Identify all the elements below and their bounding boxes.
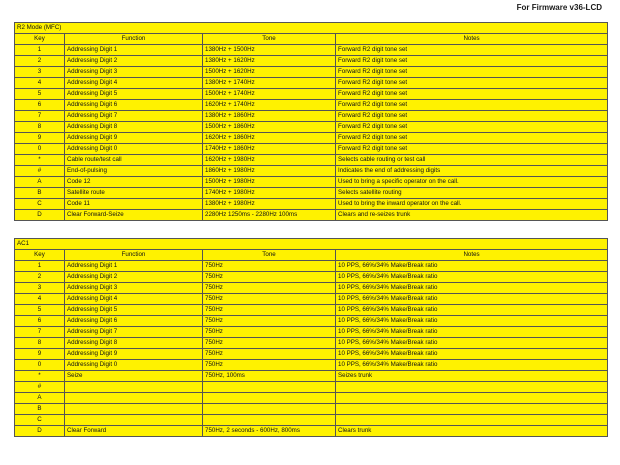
- table-row: [15, 382, 608, 393]
- cell-key: 7: [15, 111, 65, 122]
- cell-tone: 1860Hz + 1980Hz: [203, 166, 336, 177]
- cell-tone: 750Hz, 100ms: [203, 371, 336, 382]
- cell-tone: 2280Hz 1250ms - 2280Hz 100ms: [203, 210, 336, 221]
- cell-notes: 10 PPS, 66%/34% Make/Break ratio: [336, 316, 608, 327]
- cell-key: #: [15, 382, 65, 393]
- cell-tone: 750Hz: [203, 272, 336, 283]
- table-row: [15, 100, 608, 111]
- table-row: [15, 349, 608, 360]
- cell-notes: Clears trunk: [336, 426, 608, 437]
- cell-key: D: [15, 426, 65, 437]
- cell-function: Clear Forward-Seize: [65, 210, 203, 221]
- cell-tone: 1500Hz + 1980Hz: [203, 177, 336, 188]
- cell-notes: Forward R2 digit tone set: [336, 100, 608, 111]
- cell-key: 9: [15, 349, 65, 360]
- cell-key: 6: [15, 316, 65, 327]
- column-header-tone: Tone: [203, 250, 336, 261]
- cell-tone: 1380Hz + 1500Hz: [203, 45, 336, 56]
- cell-key: 2: [15, 272, 65, 283]
- cell-tone: 750Hz: [203, 360, 336, 371]
- table-row: [15, 338, 608, 349]
- cell-notes: Forward R2 digit tone set: [336, 122, 608, 133]
- table-row: [15, 261, 608, 272]
- cell-function: Satellite route: [65, 188, 203, 199]
- cell-tone: 1500Hz + 1740Hz: [203, 89, 336, 100]
- table-title-row: [15, 23, 608, 34]
- cell-tone: 750Hz: [203, 327, 336, 338]
- cell-key: 8: [15, 338, 65, 349]
- cell-tone: 750Hz: [203, 283, 336, 294]
- cell-function: Seize: [65, 371, 203, 382]
- cell-notes: Forward R2 digit tone set: [336, 133, 608, 144]
- cell-function: Code 11: [65, 199, 203, 210]
- section-title: R2 Mode (MFC): [15, 23, 608, 34]
- cell-notes: [336, 382, 608, 393]
- cell-tone: 750Hz: [203, 338, 336, 349]
- cell-function: Addressing Digit 6: [65, 316, 203, 327]
- table-row: [15, 67, 608, 78]
- cell-function: Addressing Digit 9: [65, 133, 203, 144]
- cell-function: Addressing Digit 0: [65, 360, 203, 371]
- table-row: [15, 166, 608, 177]
- cell-key: 0: [15, 144, 65, 155]
- column-header-function: Function: [65, 250, 203, 261]
- cell-notes: Forward R2 digit tone set: [336, 111, 608, 122]
- column-header-tone: Tone: [203, 34, 336, 45]
- cell-notes: Used to bring the inward operator on the call.: [336, 199, 608, 210]
- table-row: [15, 426, 608, 437]
- cell-function: [65, 393, 203, 404]
- cell-notes: Selects cable routing or test call: [336, 155, 608, 166]
- cell-key: 4: [15, 78, 65, 89]
- table-row: [15, 177, 608, 188]
- cell-tone: 1380Hz + 1860Hz: [203, 111, 336, 122]
- cell-notes: [336, 404, 608, 415]
- cell-notes: Indicates the end of addressing digits: [336, 166, 608, 177]
- cell-notes: Clears and re-seizes trunk: [336, 210, 608, 221]
- cell-notes: [336, 393, 608, 404]
- cell-notes: Forward R2 digit tone set: [336, 144, 608, 155]
- cell-function: Addressing Digit 1: [65, 261, 203, 272]
- cell-notes: Seizes trunk: [336, 371, 608, 382]
- cell-notes: 10 PPS, 66%/34% Make/Break ratio: [336, 338, 608, 349]
- cell-key: 5: [15, 89, 65, 100]
- cell-key: 3: [15, 283, 65, 294]
- column-header-notes: Notes: [336, 250, 608, 261]
- cell-key: C: [15, 415, 65, 426]
- cell-notes: 10 PPS, 66%/34% Make/Break ratio: [336, 261, 608, 272]
- cell-notes: Forward R2 digit tone set: [336, 56, 608, 67]
- cell-function: Addressing Digit 5: [65, 89, 203, 100]
- cell-function: Addressing Digit 7: [65, 111, 203, 122]
- table-row: [15, 144, 608, 155]
- cell-notes: Used to bring a specific operator on the call.: [336, 177, 608, 188]
- table-row: [15, 199, 608, 210]
- cell-tone: 1500Hz + 1620Hz: [203, 67, 336, 78]
- table-title-row: [15, 239, 608, 250]
- cell-key: 3: [15, 67, 65, 78]
- cell-function: [65, 404, 203, 415]
- cell-tone: 750Hz, 2 seconds - 600Hz, 800ms: [203, 426, 336, 437]
- cell-key: 9: [15, 133, 65, 144]
- cell-notes: 10 PPS, 66%/34% Make/Break ratio: [336, 349, 608, 360]
- cell-function: Clear Forward: [65, 426, 203, 437]
- cell-tone: 750Hz: [203, 305, 336, 316]
- table-row: [15, 122, 608, 133]
- cell-tone: 1380Hz + 1740Hz: [203, 78, 336, 89]
- table-row: [15, 111, 608, 122]
- r2-mode-table: [14, 22, 608, 221]
- cell-function: Addressing Digit 7: [65, 327, 203, 338]
- cell-key: 6: [15, 100, 65, 111]
- cell-key: 0: [15, 360, 65, 371]
- table-row: [15, 404, 608, 415]
- cell-tone: 750Hz: [203, 349, 336, 360]
- cell-tone: 1740Hz + 1860Hz: [203, 144, 336, 155]
- cell-function: Addressing Digit 9: [65, 349, 203, 360]
- cell-function: Addressing Digit 3: [65, 67, 203, 78]
- table-row: [15, 305, 608, 316]
- column-header-notes: Notes: [336, 34, 608, 45]
- cell-notes: Forward R2 digit tone set: [336, 89, 608, 100]
- cell-function: Addressing Digit 8: [65, 338, 203, 349]
- table-row: [15, 327, 608, 338]
- cell-notes: [336, 415, 608, 426]
- table-row: [15, 283, 608, 294]
- cell-key: *: [15, 371, 65, 382]
- column-header-function: Function: [65, 34, 203, 45]
- table-row: [15, 272, 608, 283]
- cell-key: B: [15, 188, 65, 199]
- cell-function: [65, 382, 203, 393]
- cell-key: #: [15, 166, 65, 177]
- cell-tone: [203, 382, 336, 393]
- cell-tone: 750Hz: [203, 294, 336, 305]
- cell-key: D: [15, 210, 65, 221]
- cell-function: Addressing Digit 5: [65, 305, 203, 316]
- cell-tone: 1620Hz + 1980Hz: [203, 155, 336, 166]
- cell-tone: [203, 393, 336, 404]
- table-row: [15, 415, 608, 426]
- table-header-row: [15, 250, 608, 261]
- column-header-key: Key: [15, 34, 65, 45]
- cell-function: Addressing Digit 6: [65, 100, 203, 111]
- cell-tone: [203, 415, 336, 426]
- cell-notes: 10 PPS, 66%/34% Make/Break ratio: [336, 327, 608, 338]
- cell-key: A: [15, 177, 65, 188]
- cell-key: 5: [15, 305, 65, 316]
- cell-tone: 1620Hz + 1740Hz: [203, 100, 336, 111]
- cell-key: A: [15, 393, 65, 404]
- table-row: [15, 155, 608, 166]
- cell-key: C: [15, 199, 65, 210]
- cell-function: Addressing Digit 4: [65, 78, 203, 89]
- cell-tone: 1380Hz + 1620Hz: [203, 56, 336, 67]
- section-title: AC1: [15, 239, 608, 250]
- cell-notes: Forward R2 digit tone set: [336, 45, 608, 56]
- table-row: [15, 56, 608, 67]
- cell-notes: 10 PPS, 66%/34% Make/Break ratio: [336, 283, 608, 294]
- cell-tone: 1740Hz + 1980Hz: [203, 188, 336, 199]
- cell-tone: 750Hz: [203, 261, 336, 272]
- cell-tone: 1500Hz + 1860Hz: [203, 122, 336, 133]
- cell-notes: 10 PPS, 66%/34% Make/Break ratio: [336, 305, 608, 316]
- table-row: [15, 294, 608, 305]
- cell-key: 8: [15, 122, 65, 133]
- cell-function: Addressing Digit 4: [65, 294, 203, 305]
- table-row: [15, 360, 608, 371]
- cell-function: Addressing Digit 8: [65, 122, 203, 133]
- cell-notes: Forward R2 digit tone set: [336, 78, 608, 89]
- ac1-table: [14, 238, 608, 437]
- cell-function: Addressing Digit 2: [65, 272, 203, 283]
- cell-function: Cable route/test call: [65, 155, 203, 166]
- table-row: [15, 133, 608, 144]
- table-row: [15, 371, 608, 382]
- cell-notes: Selects satellite routing: [336, 188, 608, 199]
- cell-key: B: [15, 404, 65, 415]
- table-row: [15, 393, 608, 404]
- cell-function: End-of-pulsing: [65, 166, 203, 177]
- table-row: [15, 78, 608, 89]
- cell-function: [65, 415, 203, 426]
- cell-function: Addressing Digit 1: [65, 45, 203, 56]
- column-header-key: Key: [15, 250, 65, 261]
- table-row: [15, 316, 608, 327]
- cell-notes: 10 PPS, 66%/34% Make/Break ratio: [336, 272, 608, 283]
- cell-tone: 1620Hz + 1860Hz: [203, 133, 336, 144]
- cell-key: *: [15, 155, 65, 166]
- cell-key: 1: [15, 261, 65, 272]
- cell-function: Addressing Digit 3: [65, 283, 203, 294]
- table-row: [15, 210, 608, 221]
- cell-tone: [203, 404, 336, 415]
- table-row: [15, 188, 608, 199]
- cell-function: Code 12: [65, 177, 203, 188]
- cell-tone: 750Hz: [203, 316, 336, 327]
- table-row: [15, 89, 608, 100]
- cell-function: Addressing Digit 2: [65, 56, 203, 67]
- firmware-note: For Firmware v36-LCD: [516, 3, 602, 12]
- cell-key: 7: [15, 327, 65, 338]
- cell-tone: 1380Hz + 1980Hz: [203, 199, 336, 210]
- cell-notes: Forward R2 digit tone set: [336, 67, 608, 78]
- cell-function: Addressing Digit 0: [65, 144, 203, 155]
- cell-notes: 10 PPS, 66%/34% Make/Break ratio: [336, 360, 608, 371]
- cell-key: 4: [15, 294, 65, 305]
- cell-key: 2: [15, 56, 65, 67]
- cell-key: 1: [15, 45, 65, 56]
- cell-notes: 10 PPS, 66%/34% Make/Break ratio: [336, 294, 608, 305]
- table-header-row: [15, 34, 608, 45]
- table-row: [15, 45, 608, 56]
